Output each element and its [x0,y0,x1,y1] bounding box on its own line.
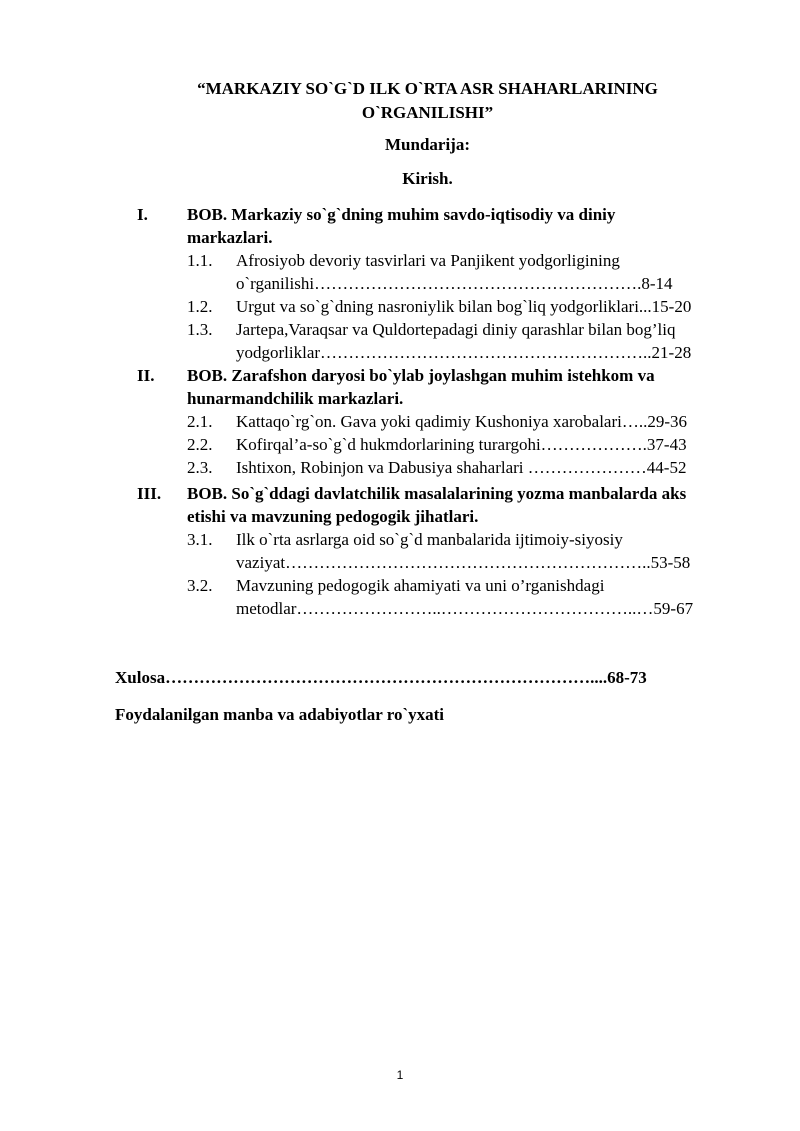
section-title-line-1: Kattaqo`rg`on. Gava yoki qadimiy Kushoniya xarobalari…..29-36 [236,412,688,431]
section-number: 3.2. [187,576,213,595]
section-title-line-1: Afrosiyob devoriy tasvirlari va Panjikent yodgorligining [236,251,620,270]
section-number: 1.1. [187,251,213,270]
chapter-number: I. [137,205,148,224]
section-title [236,410,740,433]
bibliography-entry: Foydalanilgan manba va adabiyotlar ro`yxati [115,705,445,724]
chapter-number: II. [137,366,155,385]
chapter-title-line-1: BOB. Zarafshon daryosi bo`ylab joylashgan muhim istehkom va [187,366,655,385]
chapter-number: III. [137,484,162,503]
chapter-title [187,203,742,249]
section-number: 1.3. [187,320,213,339]
document-title [115,77,740,125]
chapter-title-line-1: BOB. Markaziy so`g`dning muhim savdo-iqtisodiy va diniy [187,205,616,224]
chapter-title-line-2: markazlari. [187,228,273,247]
section-title-line-1: Mavzuning pedogogik ahamiyati va uni o’rganishdagi [236,576,605,595]
section-title [236,318,740,364]
conclusion-entry: Xulosa…………………………………………………………………....68-73 [115,668,647,687]
contents-heading: Mundarija: [385,135,470,154]
chapter-title-line-2: etishi va mavzuning pedogogik jihatlari. [187,507,479,526]
intro-heading: Kirish. [402,169,453,188]
section-title-line-1: Urgut va so`g`dning nasroniylik bilan bog`liq yodgorliklari...15-20 [236,297,692,316]
section-title [236,295,740,318]
section-number: 2.3. [187,458,213,477]
section-title-line-2: o`rganilishi………………………………………………….8-14 [236,274,673,293]
section-title-line-2: yodgorliklar…………………………………………………..21-28 [236,343,692,362]
section-number: 3.1. [187,530,213,549]
section-number: 2.2. [187,435,213,454]
document-title-line-1: “MARKAZIY SO`G`D ILK O`RTA ASR SHAHARLARINING [197,79,658,98]
page-number: 1 [396,1068,404,1082]
chapter-title-line-1: BOB. So`g`ddagi davlatchilik masalalarining yozma manbalarda aks [187,484,687,503]
section-title-line-1: Kofirqal’a-so`g`d hukmdorlarining turargohi……………….37-43 [236,435,687,454]
section-number: 2.1. [187,412,213,431]
chapter-title-line-2: hunarmandchilik markazlari. [187,389,404,408]
section-title [236,574,740,620]
chapter-title [187,482,742,528]
section-title-line-1: Jartepa,Varaqsar va Quldortepadagi diniy qarashlar bilan bog’liq [236,320,676,339]
section-title [236,456,740,479]
section-title-line-2: metodlar……………………..……………………………..…59-67 [236,599,694,618]
section-title-line-1: Ishtixon, Robinjon va Dabusiya shaharlari …………………44-52 [236,458,687,477]
section-title [236,433,740,456]
section-title-line-1: Ilk o`rta asrlarga oid so`g`d manbalarida ijtimoiy-siyosiy [236,530,623,549]
section-number: 1.2. [187,297,213,316]
section-title [236,249,740,295]
section-title [236,528,740,574]
section-title-line-2: vaziyat………………………………………………………..53-58 [236,553,691,572]
document-title-line-2: O`RGANILISHI” [361,103,494,122]
chapter-title [187,364,742,410]
